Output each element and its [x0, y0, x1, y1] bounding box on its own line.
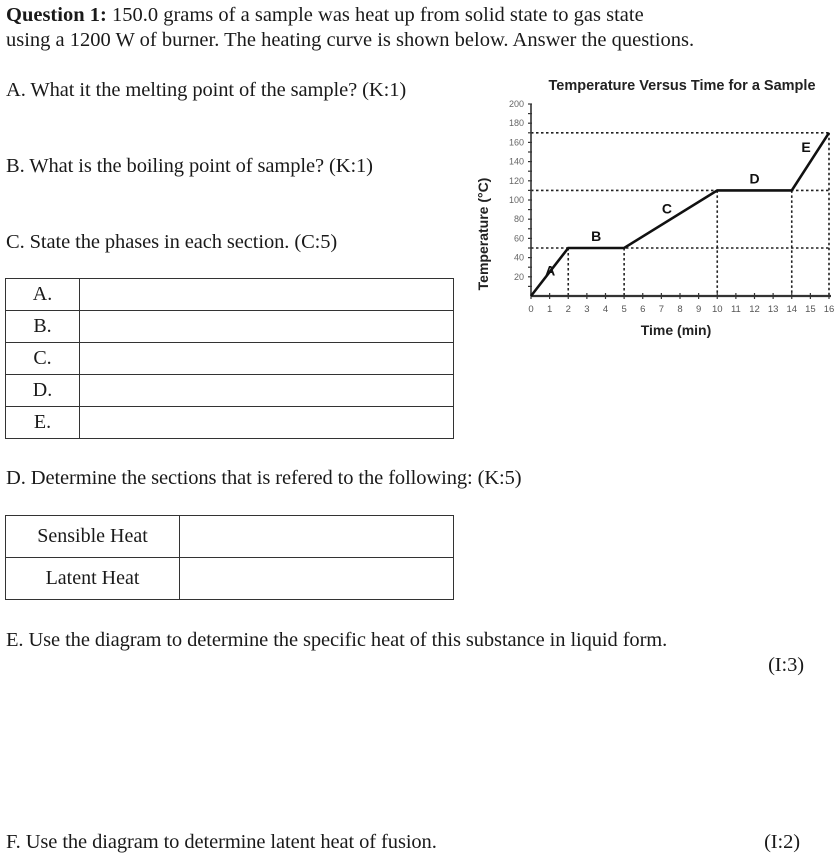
x-tick-label: 2 [565, 304, 571, 315]
x-tick-label: 16 [823, 304, 835, 315]
segment-label-e: E [801, 138, 811, 155]
intro-line-2: using a 1200 W of burner. The heating curve is shown below. Answer the questions. [6, 29, 695, 51]
x-tick-label: 1 [546, 304, 553, 315]
phase-label: C. [6, 343, 80, 375]
y-tick-label: 40 [513, 252, 524, 263]
heat-label: Latent Heat [6, 558, 180, 600]
heating-curve-line [531, 133, 829, 296]
chart-x-axis-label: Time (min) [640, 322, 712, 338]
phase-answer-cell[interactable] [80, 279, 454, 311]
question-d: D. Determine the sections that is refered to the following: (K:5) [6, 467, 522, 489]
segment-label-c: C [661, 200, 673, 217]
x-tick-label: 10 [711, 304, 723, 315]
x-tick-label: 5 [621, 304, 627, 315]
heat-answer-cell[interactable] [180, 516, 454, 558]
chart-y-axis-label: Temperature (°C) [475, 177, 491, 291]
question-a: A. What it the melting point of the sample? (K:1) [6, 79, 407, 101]
y-tick-label: 60 [513, 233, 524, 244]
heat-table [5, 515, 454, 600]
table-row [6, 279, 454, 311]
y-tick-label: 80 [513, 214, 524, 225]
phase-label: E. [6, 407, 80, 439]
x-tick-label: 14 [786, 304, 798, 315]
phase-answer-cell[interactable] [80, 343, 454, 375]
table-row [6, 407, 454, 439]
phase-label: B. [6, 311, 80, 343]
table-row [6, 375, 454, 407]
phase-answer-cell[interactable] [80, 311, 454, 343]
question-label: Question 1: [6, 4, 107, 26]
x-tick-label: 4 [602, 304, 609, 315]
question-f: F. Use the diagram to determine latent heat of fusion. [6, 831, 437, 853]
question-b: B. What is the boiling point of sample? (K:1) [6, 155, 373, 177]
question-f-marks: (I:2) [764, 831, 800, 853]
table-row [6, 343, 454, 375]
y-tick-label: 120 [508, 175, 524, 186]
segment-label-a: A [545, 262, 556, 279]
segment-label-d: D [749, 170, 760, 187]
x-tick-label: 11 [730, 304, 741, 315]
y-tick-label: 200 [508, 99, 524, 109]
table-row [6, 311, 454, 343]
y-tick-label: 100 [508, 195, 524, 205]
y-tick-label: 20 [513, 271, 524, 282]
y-tick-label: 160 [508, 137, 524, 148]
x-tick-label: 0 [528, 304, 534, 315]
x-tick-label: 15 [805, 304, 816, 315]
chart-title: Temperature Versus Time for a Sample [548, 78, 816, 94]
table-row [6, 516, 454, 558]
table-row [6, 558, 454, 600]
x-tick-label: 9 [695, 304, 702, 315]
phase-label: A. [6, 279, 80, 311]
question-e: E. Use the diagram to determine the specific heat of this substance in liquid form. [6, 629, 668, 651]
x-tick-label: 13 [767, 304, 779, 315]
x-tick-label: 7 [658, 304, 665, 315]
x-tick-label: 12 [749, 304, 760, 315]
chart-plot-area [509, 99, 834, 315]
y-tick-label: 140 [508, 156, 524, 167]
heating-curve-chart [470, 70, 840, 350]
x-tick-label: 3 [584, 304, 590, 315]
heat-label: Sensible Heat [6, 516, 180, 558]
phase-answer-cell[interactable] [80, 375, 454, 407]
phase-answer-cell[interactable] [80, 407, 454, 439]
question-c: C. State the phases in each section. (C:5) [6, 231, 338, 253]
phase-table [5, 278, 454, 439]
intro-line-1: 150.0 grams of a sample was heat up from solid state to gas state [106, 4, 644, 26]
x-tick-label: 8 [677, 304, 683, 315]
heat-answer-cell[interactable] [180, 558, 454, 600]
question-intro [6, 3, 694, 53]
x-tick-label: 6 [640, 304, 646, 315]
phase-label: D. [6, 375, 80, 407]
question-e-marks: (I:3) [768, 654, 804, 676]
segment-label-b: B [591, 228, 602, 244]
y-tick-label: 180 [508, 118, 524, 129]
